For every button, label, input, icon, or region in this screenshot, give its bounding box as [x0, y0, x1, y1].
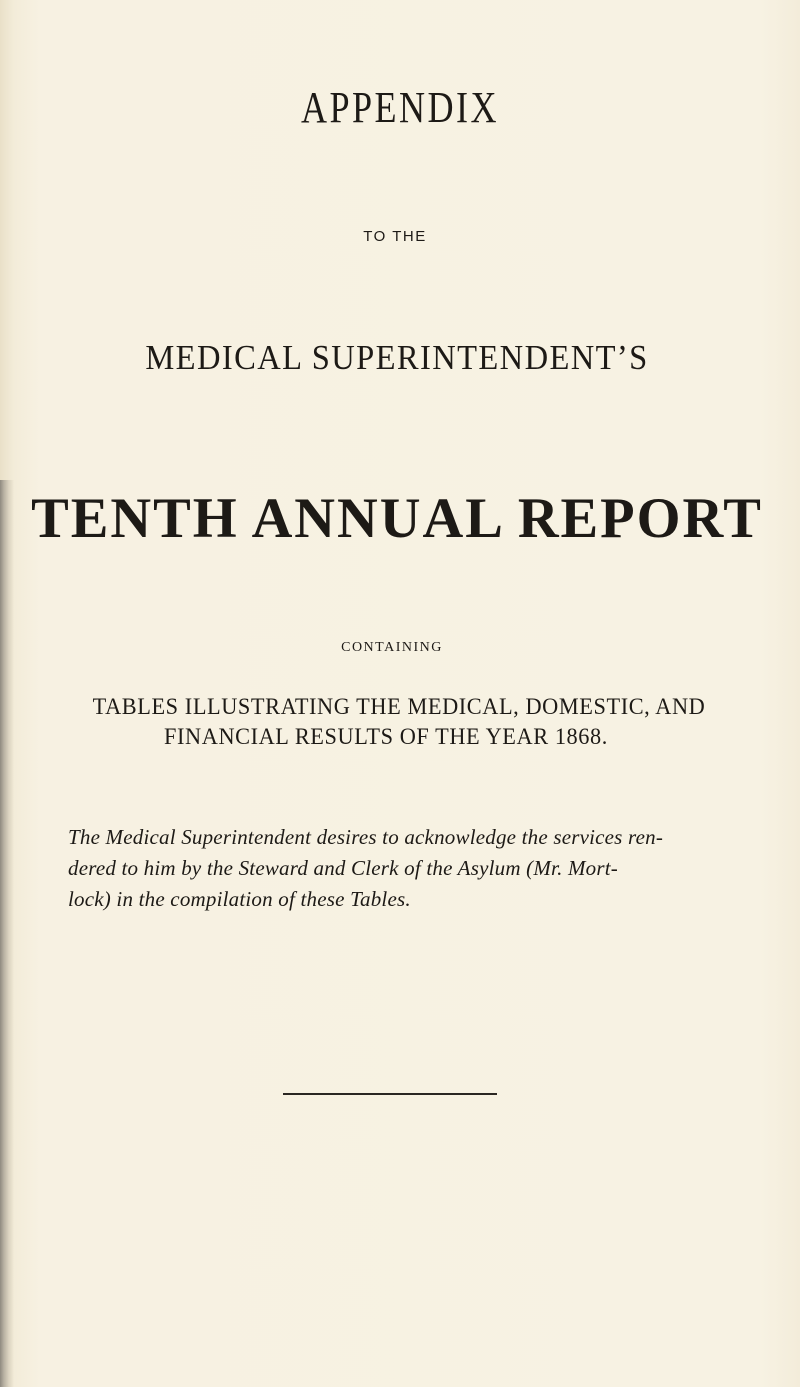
- acknowledgement-line: lock) in the compilation of these Tables.: [68, 887, 411, 911]
- acknowledgement-line: The Medical Superintendent desires to acknowledge the services ren-: [68, 825, 664, 849]
- acknowledgement-paragraph: [68, 822, 728, 915]
- tables-description-line-2: FINANCIAL RESULTS OF THE YEAR 1868.: [164, 724, 608, 749]
- acknowledgement-line: dered to him by the Steward and Clerk of the Asylum (Mr. Mort-: [68, 856, 618, 880]
- containing-line: CONTAINING: [341, 640, 443, 655]
- report-title: TENTH ANNUAL REPORT: [31, 487, 763, 550]
- binding-shadow: [0, 480, 14, 1387]
- horizontal-divider: [283, 1093, 497, 1095]
- to-the-line: TO THE: [363, 228, 427, 245]
- tables-description-line-1: TABLES ILLUSTRATING THE MEDICAL, DOMESTIC, AND: [92, 694, 706, 719]
- medical-superintendent-heading: MEDICAL SUPERINTENDENT’S: [145, 338, 649, 377]
- appendix-heading: APPENDIX: [300, 83, 500, 132]
